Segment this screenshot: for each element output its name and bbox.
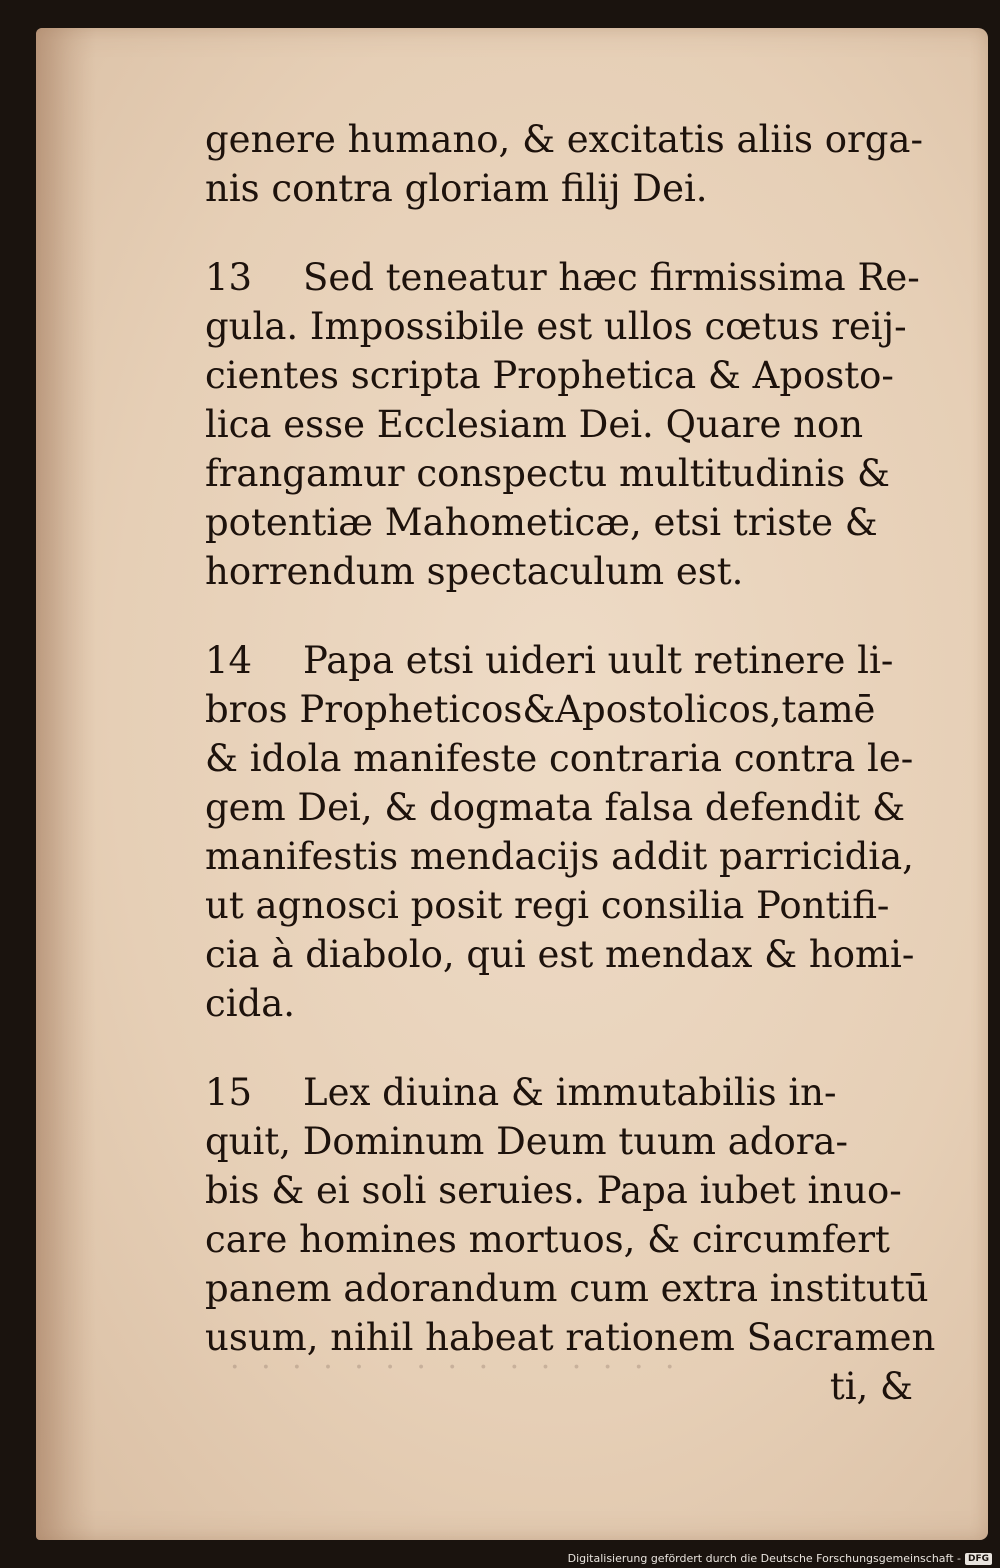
text-line xyxy=(205,351,925,400)
catchword: ti, & xyxy=(829,1365,913,1408)
line-text: frangamur conspectu multitudinis & xyxy=(205,452,890,495)
text-line xyxy=(205,449,925,498)
text-line xyxy=(205,930,925,979)
line-text: potentiæ Mahometicæ, etsi triste & xyxy=(205,501,878,544)
text-line xyxy=(205,164,925,213)
line-text: horrendum spectaculum est. xyxy=(205,550,744,593)
paragraph xyxy=(205,1068,936,1362)
paragraph xyxy=(205,636,925,1028)
line-text: manifestis mendacijs addit parricidia, xyxy=(205,835,914,878)
text-line xyxy=(205,115,925,164)
text-line xyxy=(205,498,925,547)
text-line xyxy=(205,302,925,351)
text-line xyxy=(205,636,925,685)
line-text: quit, Dominum Deum tuum adora- xyxy=(205,1120,848,1163)
line-text: bros Propheticos&Apostolicos,tamē xyxy=(205,688,876,731)
line-text: cientes scripta Prophetica & Aposto- xyxy=(205,354,894,397)
line-text: & idola manifeste contraria contra le- xyxy=(205,737,914,780)
text-line xyxy=(205,881,925,930)
text-line xyxy=(205,253,925,302)
line-text: care homines mortuos, & circumfert xyxy=(205,1218,890,1261)
paragraph-spacer xyxy=(205,1028,925,1068)
paragraph xyxy=(205,253,925,596)
line-text: cia à diabolo, qui est mendax & homi- xyxy=(205,933,915,976)
line-text: bis & ei soli seruies. Papa iubet inuo- xyxy=(205,1169,902,1212)
text-line xyxy=(205,783,925,832)
paragraph-number: 14 xyxy=(205,639,253,682)
line-text: Sed teneatur hæc firmissima Re- xyxy=(303,256,920,299)
body-text xyxy=(205,115,936,1411)
text-line xyxy=(205,1166,925,1215)
line-text: Papa etsi uideri uult retinere li- xyxy=(303,639,894,682)
text-line xyxy=(205,1068,925,1117)
text-line xyxy=(205,979,925,1028)
text-line xyxy=(205,1313,936,1362)
line-text: usum, nihil habeat rationem Sacramen xyxy=(205,1316,936,1359)
paragraph-number: 15 xyxy=(205,1071,253,1114)
line-text: nis contra gloriam filij Dei. xyxy=(205,167,708,210)
text-line xyxy=(205,734,925,783)
text-line xyxy=(205,1117,925,1166)
dfg-logo: DFG xyxy=(965,1553,992,1565)
line-text: ut agnosci posit regi consilia Pontifi- xyxy=(205,884,890,927)
text-line xyxy=(205,1215,925,1264)
paragraph-number: 13 xyxy=(205,256,253,299)
line-text: Lex diuina & immutabilis in- xyxy=(303,1071,837,1114)
line-text: genere humano, & excitatis aliis orga- xyxy=(205,118,923,161)
paragraph-spacer xyxy=(205,596,925,636)
paragraph-spacer xyxy=(205,213,925,253)
line-text: gula. Impossibile est ullos cœtus reij- xyxy=(205,305,907,348)
text-line xyxy=(205,685,925,734)
text-line xyxy=(205,400,925,449)
text-line xyxy=(205,832,925,881)
text-line xyxy=(205,547,925,596)
line-text: panem adorandum cum extra institutū xyxy=(205,1267,929,1310)
paragraph xyxy=(205,115,925,213)
line-text: gem Dei, & dogmata falsa defendit & xyxy=(205,786,906,829)
line-text: cida. xyxy=(205,982,296,1025)
line-text: lica esse Ecclesiam Dei. Quare non xyxy=(205,403,864,446)
credit-text: Digitalisierung gefördert durch die Deutsche Forschungsgemeinschaft - xyxy=(567,1552,961,1565)
digitization-credit xyxy=(568,1552,992,1565)
page-gutter-shadow xyxy=(36,28,96,1540)
show-through-text: · · · · · · · · · · · · · · · xyxy=(230,1350,681,1385)
text-line xyxy=(205,1264,929,1313)
